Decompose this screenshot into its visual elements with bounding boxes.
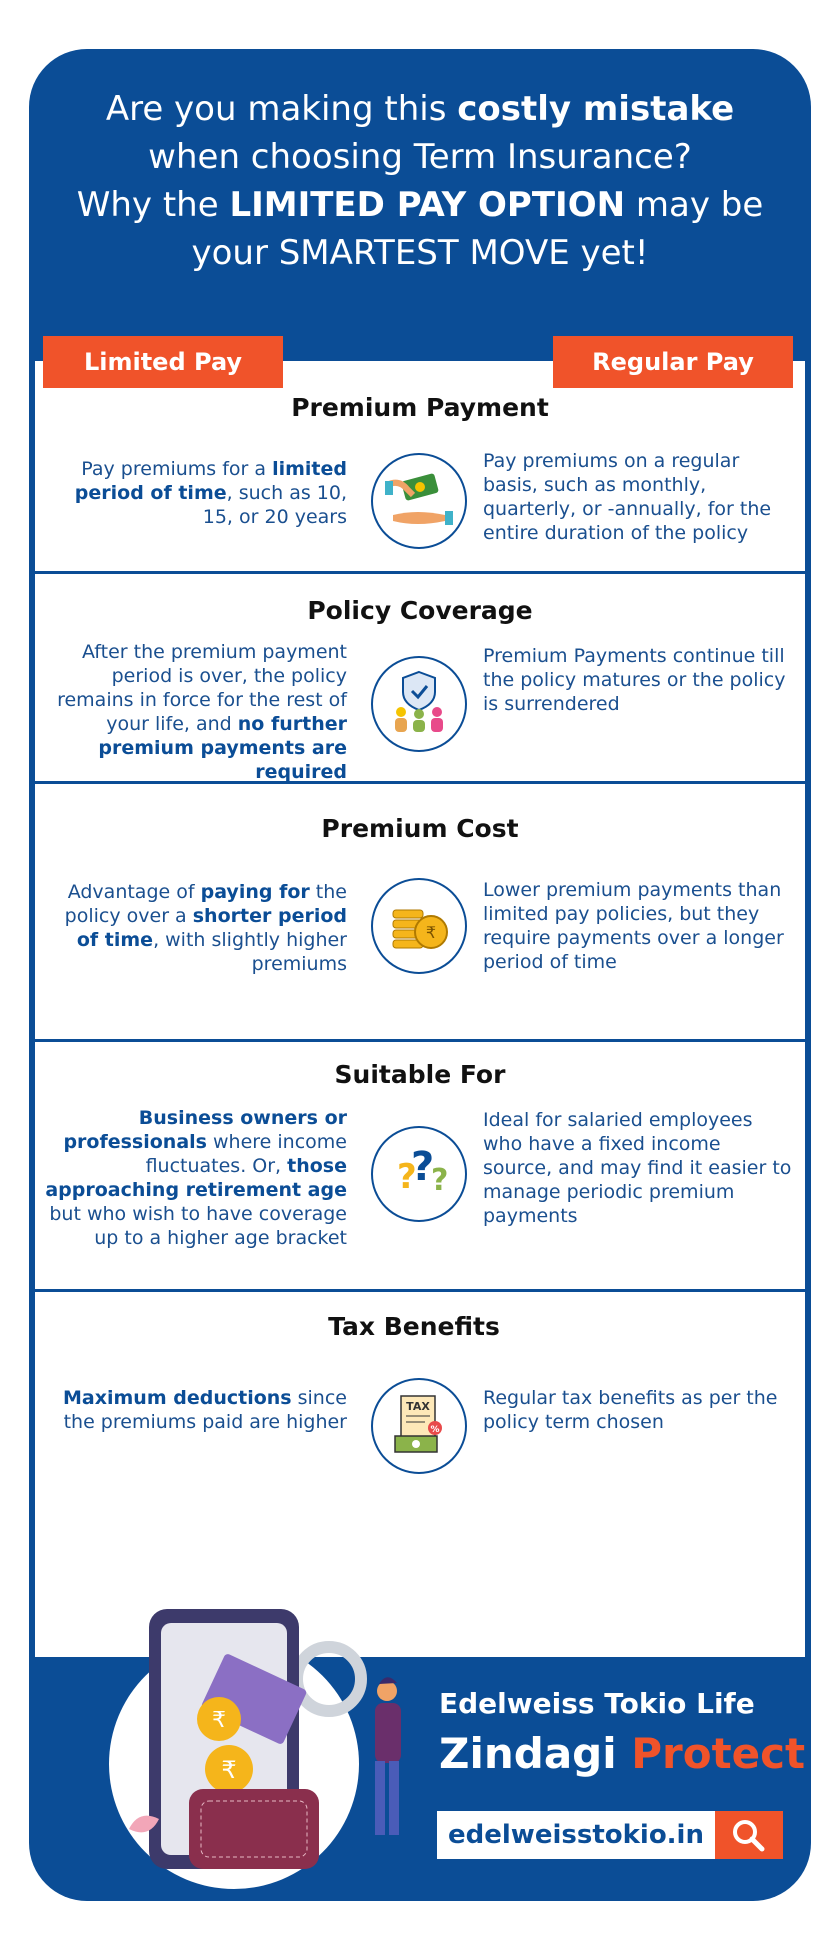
regular-pay-tab: Regular Pay: [553, 336, 793, 388]
svg-text:₹: ₹: [221, 1756, 237, 1784]
limited-pay-text: Business owners or professionals where income fluctuates. Or, those approaching retirement age but who wish to have coverage up to a higher age bracket: [45, 1107, 347, 1249]
section-title: Policy Coverage: [307, 596, 533, 625]
website-link[interactable]: edelweisstokio.in: [437, 1811, 715, 1859]
limited-pay-text: Advantage of paying for the policy over a shorter period of time, with slightly higher premiums: [64, 881, 347, 975]
limited-pay-text: Pay premiums for a limited period of time, such as 10, 15, or 20 years: [74, 458, 347, 528]
brand-name: Edelweiss Tokio Life: [439, 1687, 755, 1720]
section-title: Premium Cost: [321, 814, 519, 843]
section-policy-coverage: [35, 574, 805, 784]
section-suitable-for: [35, 1042, 805, 1292]
svg-text:?: ?: [411, 1144, 435, 1190]
limited-pay-text: After the premium payment period is over, the policy remains in force for the rest of your life, and no further premium payments are required: [57, 641, 347, 783]
limited-pay-tab: Limited Pay: [43, 336, 283, 388]
section-premium-payment: [35, 361, 805, 574]
svg-text:?: ?: [397, 1157, 417, 1197]
tax-document-icon: [371, 1378, 467, 1474]
regular-pay-text: Regular tax benefits as per the policy term chosen: [483, 1387, 778, 1433]
limited-pay-text: Maximum deductions since the premiums paid are higher: [63, 1387, 347, 1433]
section-title: Suitable For: [334, 1060, 506, 1089]
section-title: Premium Payment: [291, 393, 549, 422]
phone-wallet-illustration: [69, 1589, 489, 1899]
section-premium-cost: [35, 784, 805, 1042]
regular-pay-text: Premium Payments continue till the policy matures or the policy is surrendered: [483, 645, 786, 715]
coin-stack-icon: [371, 878, 467, 974]
regular-pay-text: Ideal for salaried employees who have a fixed income source, and may find it easier to manage periodic premium payments: [483, 1109, 792, 1227]
page-title: Are you making this costly mistake when choosing Term Insurance? Why the LIMITED PAY OPTION may be your SMARTEST MOVE yet!: [76, 89, 764, 273]
svg-text:₹: ₹: [212, 1708, 226, 1733]
svg-text:?: ?: [431, 1163, 449, 1198]
regular-pay-text: Pay premiums on a regular basis, such as monthly, quarterly, or -annually, for the entire duration of the policy: [483, 450, 772, 544]
money-hand-icon: [371, 453, 467, 549]
svg-text:₹: ₹: [425, 923, 437, 942]
section-title: Tax Benefits: [328, 1312, 500, 1341]
svg-text:TAX: TAX: [406, 1400, 430, 1413]
family-shield-icon: [371, 656, 467, 752]
product-name: Zindagi Protect: [439, 1729, 806, 1778]
svg-text:%: %: [430, 1425, 440, 1435]
comparison-panel: [35, 361, 805, 1657]
infographic-card: [29, 49, 811, 1901]
question-marks-icon: [371, 1126, 467, 1222]
regular-pay-text: Lower premium payments than limited pay policies, but they require payments over a longer period of time: [483, 879, 784, 973]
search-button[interactable]: [715, 1811, 783, 1859]
search-icon: [715, 1811, 783, 1859]
